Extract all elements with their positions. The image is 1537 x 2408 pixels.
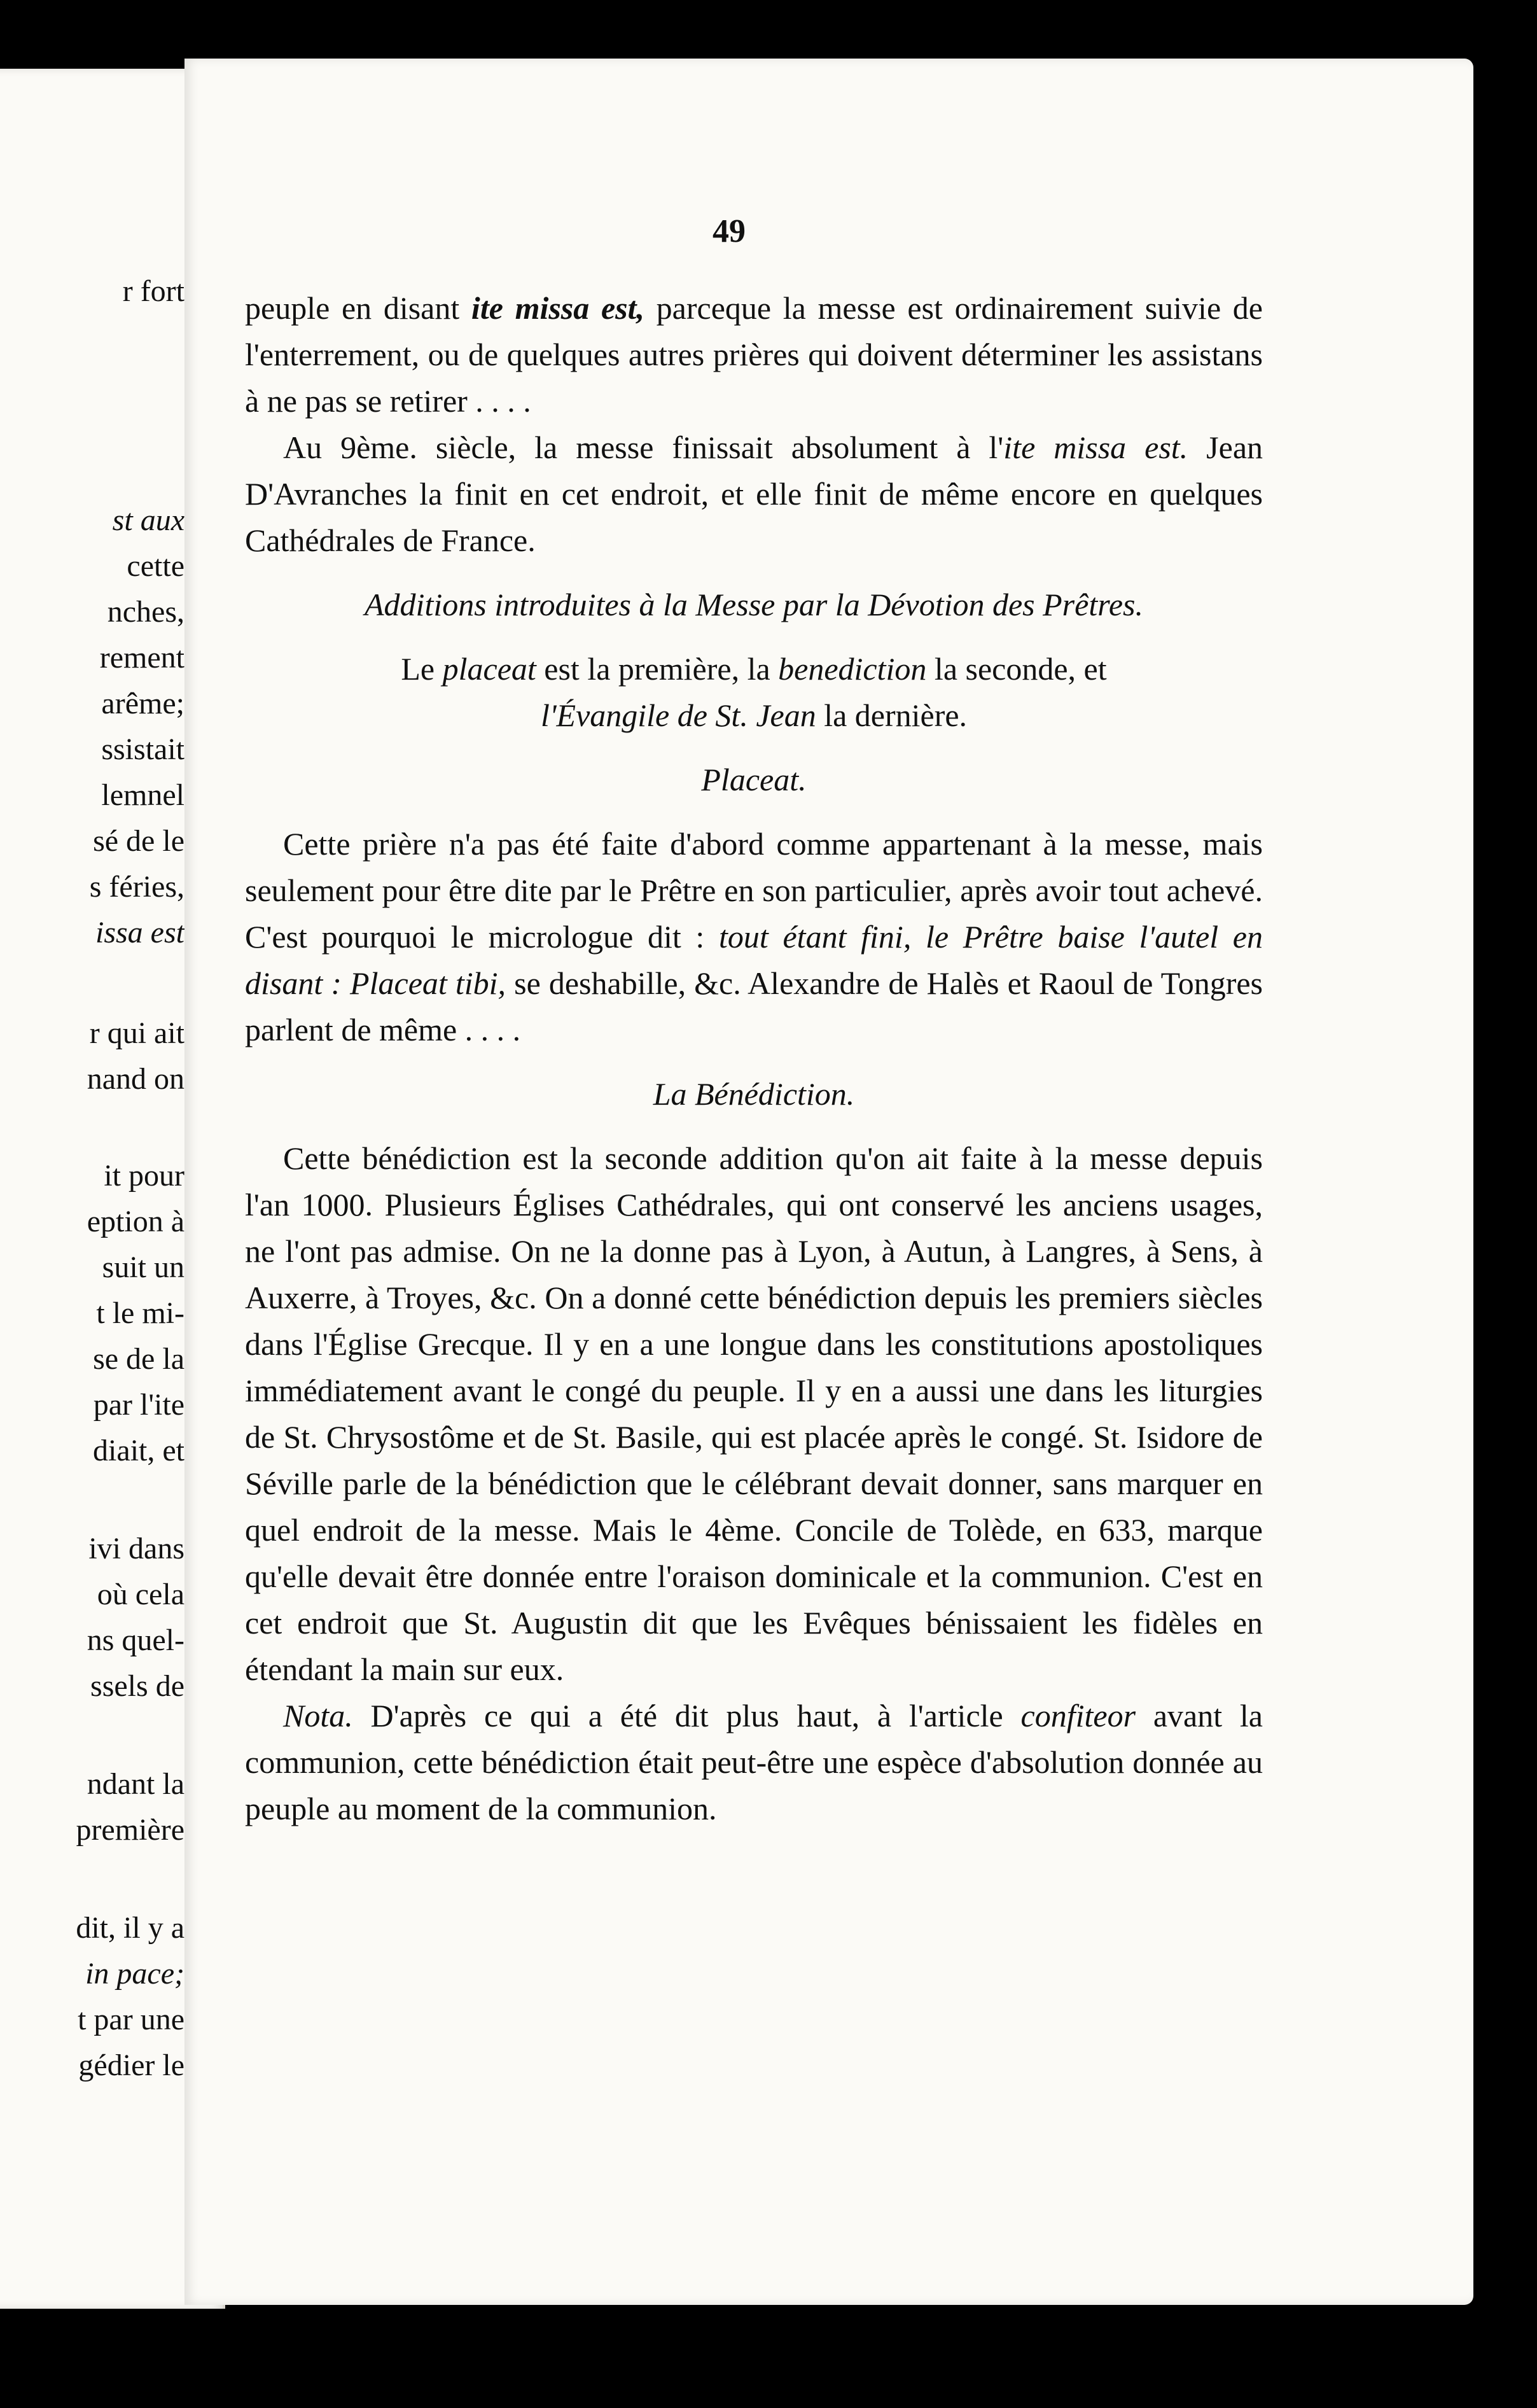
left-page-line: par l'ite xyxy=(93,1388,184,1422)
left-page-line: ssels de xyxy=(90,1669,184,1703)
left-page-line: se de la xyxy=(93,1342,184,1376)
left-page-line: dit, il y a xyxy=(76,1911,184,1945)
paragraph-5: Cette bénédiction est la seconde addition qu'on ait faite à la messe depuis l'an 1000. Plusieurs Églises Cathédrales, qui ont conservé les anciens usages, ne l'ont pas admise. On ne la donne pas à Lyon, à Autun, à Langres, à Sens, à Auxerre, à Troyes, &c. On a donné cette bénédiction depuis les premiers siècles dans l'Église Grecque. Il y en a une longue dans les constitutions apostoliques immédiatement avant le congé du peuple. Il y en a aussi une dans les liturgies de St. Chrysostôme et de St. Basile, qui est placée après le congé. St. Isidore de Séville parle de la bénédiction que le célébrant devait donner, sans marquer en quel endroit de la messe. Mais le 4ème. Concile de Tolède, en 633, marque qu'elle devait être donnée entre l'oraison dominicale et la communion. C'est en cet endroit que St. Augustin dit que les Evêques bénissaient les fidèles en étendant la main sur eux. xyxy=(245,1140,1263,1687)
page-number: 49 xyxy=(713,213,746,249)
left-page-line: sé de le xyxy=(93,824,184,858)
heading-placeat: Placeat. xyxy=(701,762,807,797)
paragraph-2: Au 9ème. siècle, la messe finissait absolument à l'ite missa est. Jean D'Avranches la finit en cet endroit, et elle finit de même encore en quelques Cathédrales de France. xyxy=(245,430,1263,558)
left-page-line: gédier le xyxy=(78,2048,184,2082)
left-page-line: ns quel- xyxy=(87,1623,184,1657)
paragraph-6: Nota. D'après ce qui a été dit plus haut, à l'article confiteor avant la communion, cette bénédiction était peut-être une espèce d'absolution donnée au peuple au moment de la communion. xyxy=(245,1698,1263,1826)
heading-benediction: La Bénédiction. xyxy=(653,1076,855,1112)
heading-additions: Additions introduites à la Messe par la Dévotion des Prêtres. xyxy=(365,587,1143,622)
left-page-line: lemnel xyxy=(101,778,184,812)
paragraph-1: peuple en disant ite missa est, parceque la messe est ordinairement suivie de l'enterrement, ou de quelques autres prières qui doivent déterminer les assistans à ne pas se retirer . . . . xyxy=(245,290,1263,419)
left-page-line: issa est xyxy=(95,916,184,949)
left-page-line: où cela xyxy=(97,1578,184,1611)
left-page-line: r qui ait xyxy=(89,1016,184,1050)
left-page-line: première xyxy=(76,1813,184,1847)
left-page-line: cette xyxy=(127,549,184,583)
left-page-line: t le mi- xyxy=(96,1296,184,1330)
left-page-line: nand on xyxy=(87,1062,184,1096)
left-page-line: it pour xyxy=(104,1159,184,1193)
paragraph-4: Cette prière n'a pas été faite d'abord comme appartenant à la messe, mais seulement pour être dite par le Prêtre en son particulier, après avoir tout achevé. C'est pourquoi le micrologue dit : tout étant fini, le Prêtre baise l'autel en disant : Placeat tibi, se deshabille, &c. Alexandre de Halès et Raoul de Tongres parlent de même . . . . xyxy=(245,826,1263,1047)
left-page-line: s féries, xyxy=(89,870,184,904)
left-page-line: ssistait xyxy=(101,732,184,766)
left-page-line: ndant la xyxy=(87,1767,184,1801)
left-page-line: diait, et xyxy=(93,1434,184,1467)
left-page-line: st aux xyxy=(112,503,184,537)
paragraph-3: Le placeat est la première, la benediction la seconde, et l'Évangile de St. Jean la dernière. xyxy=(401,651,1107,733)
left-page-line: rement xyxy=(99,641,184,675)
left-page-line: r fort xyxy=(122,274,184,308)
left-page-line: arême; xyxy=(101,687,184,720)
left-page-line: ivi dans xyxy=(88,1532,184,1565)
left-page-line: eption à xyxy=(87,1205,184,1238)
left-page-line: nches, xyxy=(107,595,184,629)
page-body xyxy=(245,285,1263,1832)
left-page-line: suit un xyxy=(102,1250,184,1284)
left-page-line: t par une xyxy=(78,2003,184,2036)
left-page-line: in pace; xyxy=(85,1957,184,1991)
